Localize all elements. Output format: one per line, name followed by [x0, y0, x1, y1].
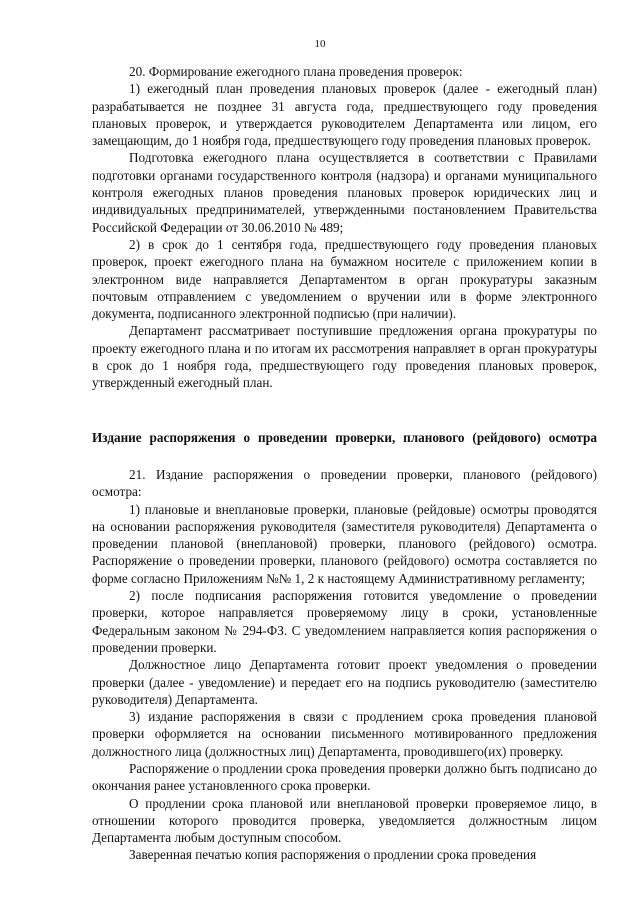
paragraph: Подготовка ежегодного плана осуществляется в соответствии с Правилами подготовки органами государственного контроля (надзора) и органами муниципального контроля ежегодных планов проведения плановых проверок юридических лиц и индивидуальных предпринимателей, утвержденными постановлением Правительства Российской Федерации от 30.06.2010 № 489; — [92, 150, 597, 235]
paragraph: Должностное лицо Департамента готовит проект уведомления о проведении проверки (далее - уведомление) и передает его на подпись руководителю (заместителю руководителя) Департамента. — [92, 657, 597, 707]
paragraph: 2) в срок до 1 сентября года, предшествующего году проведения плановых проверок, проект ежегодного плана на бумажном носителе с приложением копии в электронном виде направляется Департаментом в орган прокуратуры заказным почтовым отправлением с уведомлением о вручении или в форме электронного документа, подписанного электронной подписью (при наличии). — [92, 236, 597, 322]
section-plan-formation — [92, 63, 597, 392]
paragraph: Распоряжение о продлении срока проведения проверки должно быть подписано до окончания ранее установленного срока проверки. — [92, 760, 597, 794]
paragraph: 20. Формирование ежегодного плана проведения проверок: — [129, 64, 463, 79]
paragraph: Департамент рассматривает поступившие предложения органа прокуратуры по проекту ежегодного плана и по итогам их рассмотрения направляет в орган прокуратуры в срок до 1 ноября года, предшествующего году проведения плановых проверок, утвержденный ежегодный план. — [92, 323, 597, 391]
paragraph: 21. Издание распоряжения о проведении проверки, планового (рейдового) осмотра: — [92, 466, 597, 500]
paragraph: О продлении срока плановой или внеплановой проверки проверяемое лицо, в отношении которого проводится проверка, уведомляется должностным лицом Департамента любым доступным способом. — [92, 795, 597, 846]
document-body — [92, 63, 597, 864]
paragraph: 1) плановые и внеплановые проверки, плановые (рейдовые) осмотры проводятся на основании распоряжения руководителя (заместителя руководителя) Департамента о проведении плановой (внеплановой) проверки, планового (рейдового) осмотра. Распоряжение о проведении проверки, планового (рейдового) осмотра составляется по форме согласно Приложениям №№ 1, 2 к настоящему Административному регламенту; — [92, 501, 597, 586]
paragraph: 2) после подписания распоряжения готовится уведомление о проведении проверки, которое направляется проверяемому лицу в сроки, установленные Федеральным законом № 294-ФЗ. С уведомлением направляется копия распоряжения о проведении проверки. — [92, 588, 597, 655]
paragraph: 1) ежегодный план проведения плановых проверок (далее - ежегодный план) разрабатывается не позднее 31 августа года, предшествующего году проведения плановых проверок, и утверждается руководителем Департамента или лицом, его замещающим, до 1 ноября года, предшествующего году проведения плановых проверок. — [92, 81, 597, 149]
paragraph: Заверенная печатью копия распоряжения о продлении срока проведения — [129, 847, 537, 863]
paragraph: 3) издание распоряжения в связи с продлением срока проведения плановой проверки оформляется на основании письменного мотивированного предложения должностного лица (должностных лиц) Департамента, проводившего(их) проверку. — [92, 709, 597, 759]
section-heading: Издание распоряжения о проведении проверки, планового (рейдового) осмотра — [92, 429, 597, 445]
section-order-issuance — [92, 466, 597, 864]
page-number: 10 — [314, 38, 326, 50]
